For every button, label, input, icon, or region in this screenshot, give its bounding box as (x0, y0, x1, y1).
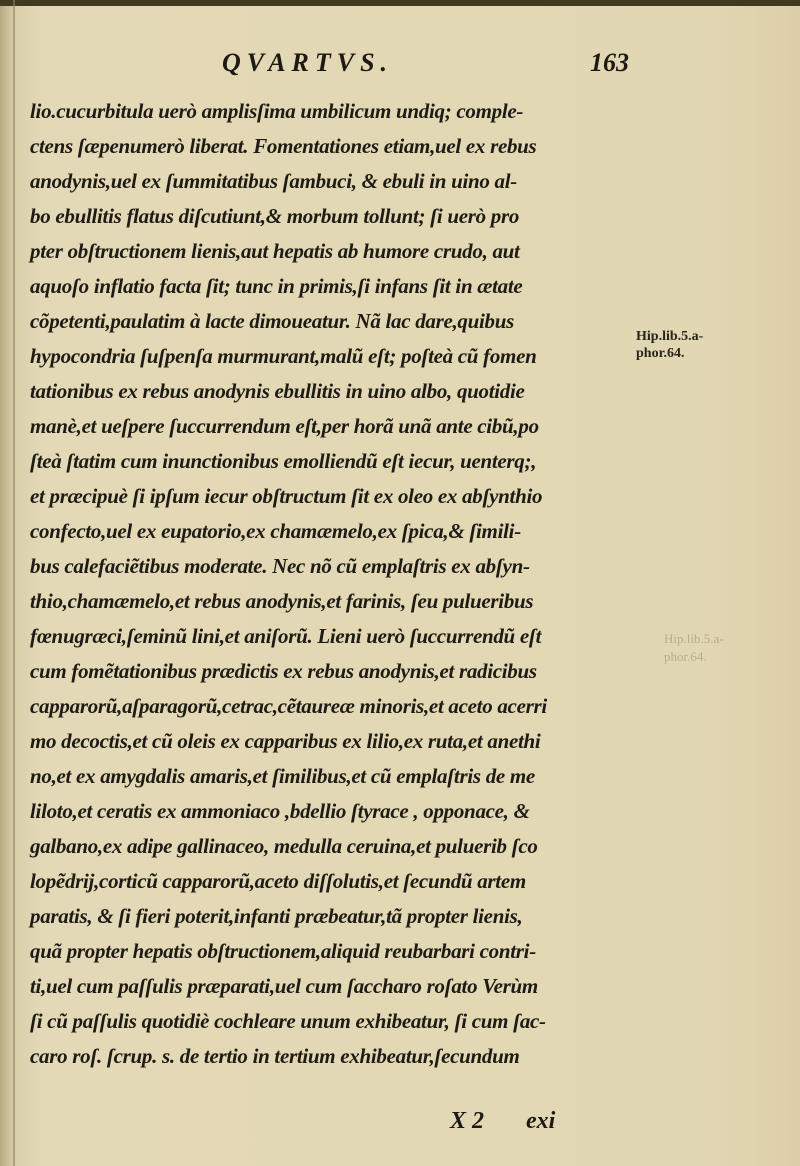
text-line: lopẽdrij,corticũ capparorũ,aceto diſſolutis,et ſecundũ artem (30, 869, 526, 893)
body-text (30, 94, 630, 1074)
text-line: lio.cucurbitula uerò amplisſima umbilicum undiq; comple- (30, 99, 524, 123)
text-line: cum fomẽtationibus prædictis ex rebus anodynis,et radicibus (30, 659, 537, 683)
text-line: capparorũ,aſparagorũ,cetrac,cẽtaureæ minoris,et aceto acerri (30, 694, 547, 718)
text-line: pter obſtructionem lienis,aut hepatis ab humore crudo, aut (30, 239, 520, 263)
text-line: galbano,ex adipe gallinaceo, medulla ceruina,et puluerib ſco (30, 834, 538, 858)
text-line: ſteà ſtatim cum inunctionibus emolliendũ eſt iecur, uenterq;, (30, 449, 537, 473)
text-line: bo ebullitis flatus diſcutiunt,& morbum tollunt; ſi uerò pro (30, 204, 520, 228)
text-line: cõpetenti,paulatim à lacte dimoueatur. Nã lac dare,quibus (30, 309, 514, 333)
signature-mark: X 2 (450, 1108, 485, 1134)
text-line: paratis, & ſi fieri poterit,infanti præbeatur,tã propter lienis, (30, 904, 523, 928)
binding-gutter (13, 0, 15, 1166)
page-number: 163 (590, 48, 629, 77)
text-line: hypocondria ſuſpenſa murmurant,malũ eſt; poſteà cũ fomen (30, 344, 537, 368)
text-line: quã propter hepatis obſtructionem,aliquid reubarbari contri- (30, 939, 536, 963)
text-line: fœnugræci,ſeminũ lini,et aniſorũ. Lieni uerò ſuccurrendũ eſt (30, 624, 542, 648)
text-line: confecto,uel ex eupatorio,ex chamæmelo,ex ſpica,& ſimili- (30, 519, 521, 543)
margin-note-line: phor.64. (636, 346, 685, 361)
text-line: ti,uel cum paſſulis præparati,uel cum ſaccharo roſato Verùm (30, 974, 538, 998)
page-footer (450, 1108, 555, 1135)
text-line: thio,chamæmelo,et rebus anodynis,et farinis, ſeu pulueribus (30, 589, 534, 613)
margin-note (636, 328, 736, 362)
text-line: mo decoctis,et cũ oleis ex capparibus ex lilio,ex ruta,et anethi (30, 729, 541, 753)
text-line: tationibus ex rebus anodynis ebullitis in uino albo, quotidie (30, 379, 525, 403)
show-through-text (664, 630, 724, 666)
show-through-line: Hip.lib.5.a- (664, 631, 724, 646)
running-title: QVARTVS. (222, 48, 394, 77)
text-line: manè,et ueſpere ſuccurrendum eſt,per horã unã ante cibũ,po (30, 414, 539, 438)
text-line: et præcipuè ſi ipſum iecur obſtructum ſit ex oleo ex abſynthio (30, 484, 543, 508)
text-line: ſi cũ paſſulis quotidiè cochleare unum exhibeatur, ſi cum ſac- (30, 1009, 546, 1033)
text-line: anodynis,uel ex ſummitatibus ſambuci, & ebuli in uino al- (30, 169, 517, 193)
text-line: bus calefaciẽtibus moderate. Nec nõ cũ emplaſtris ex abſyn- (30, 554, 530, 578)
margin-note-line: Hip.lib.5.a- (636, 329, 704, 344)
show-through-line: phor.64. (664, 649, 707, 664)
text-line: aquoſo inflatio facta ſit; tunc in primis,ſi infans ſit in ætate (30, 274, 523, 298)
text-line: no,et ex amygdalis amaris,et ſimilibus,et cũ emplaſtris de me (30, 764, 535, 788)
page-top-edge (0, 0, 800, 6)
text-line: caro roſ. ſcrup. s. de tertio in tertium exhibeatur,ſecundum (30, 1044, 520, 1068)
text-line: ctens ſæpenumerò liberat. Fomentationes etiam,uel ex rebus (30, 134, 537, 158)
text-line: liloto,et ceratis ex ammoniaco ,bdellio ſtyrace , opponace, & (30, 799, 530, 823)
catchword: exi (526, 1108, 556, 1134)
